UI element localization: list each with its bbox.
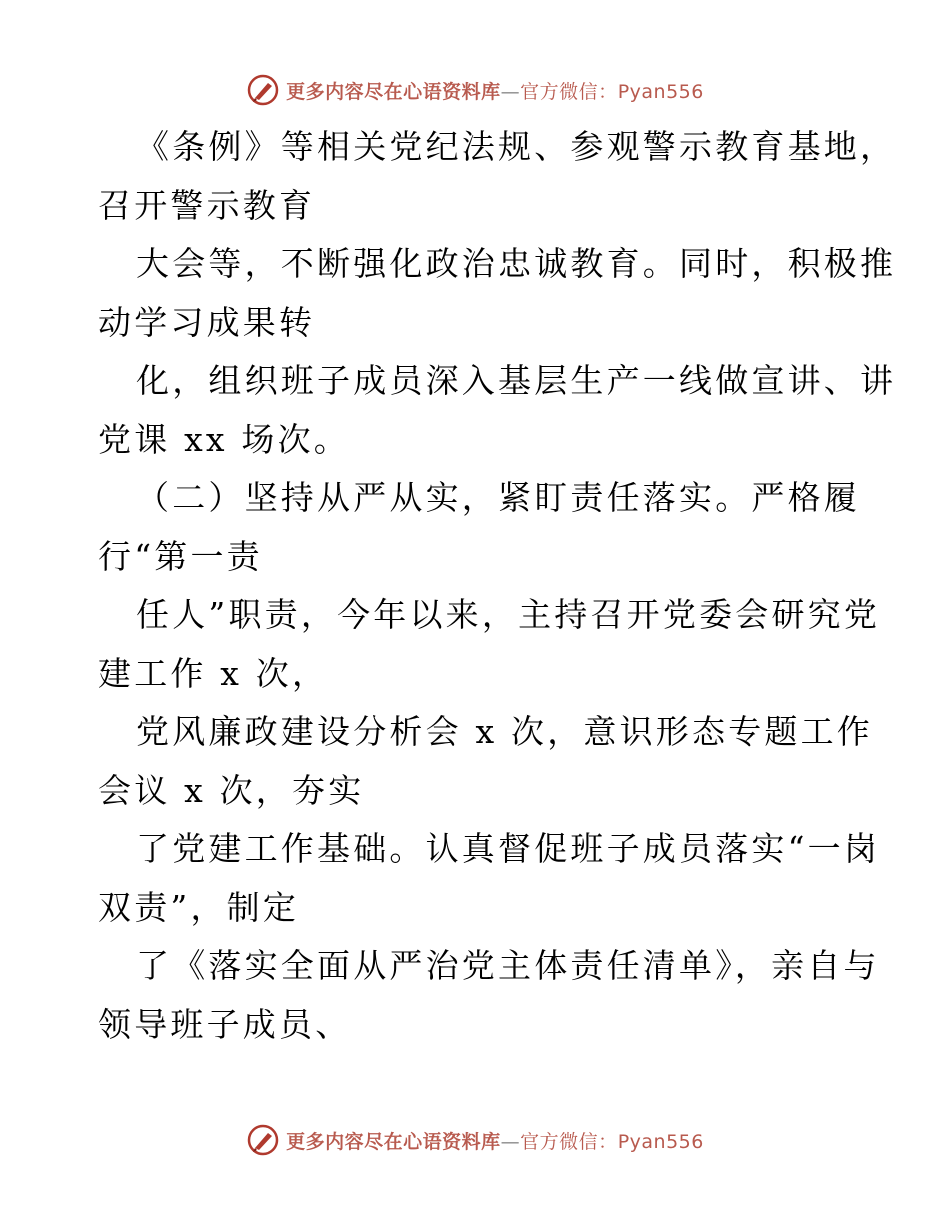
- watermark-banner-bottom: [0, 1120, 950, 1160]
- text-line: 党风廉政建设分析会 x 次，意识形态专题工作: [136, 712, 873, 751]
- text-line: 大会等，不断强化政治忠诚教育。同时，积极推: [136, 244, 897, 283]
- text-line: 化，组织班子成员深入基层生产一线做宣讲、讲: [136, 361, 897, 400]
- text-line: 会议 x 次，夯实: [98, 770, 365, 810]
- watermark-text: 更多内容尽在心语资料库—官方微信：Pyan556: [286, 1130, 704, 1153]
- text-line: 动学习成果转: [98, 302, 316, 342]
- pen-logo-icon: [246, 73, 280, 107]
- document-body: [98, 118, 897, 1054]
- watermark-banner-top: [0, 70, 950, 110]
- text-line: （二）坚持从严从实，紧盯责任落实。严格履: [136, 478, 860, 517]
- text-line: 任人”职责，今年以来，主持召开党委会研究党: [136, 595, 881, 634]
- text-line: 了《落实全面从严治党主体责任清单》，亲自与: [136, 946, 880, 985]
- pen-logo-icon: [246, 1123, 280, 1157]
- text-line: 《条例》等相关党纪法规、参观警示教育基地，: [136, 127, 897, 166]
- watermark-text: 更多内容尽在心语资料库—官方微信：Pyan556: [286, 80, 704, 103]
- text-line: 召开警示教育: [98, 185, 316, 225]
- text-line: 行“第一责: [98, 536, 263, 576]
- text-line: 领导班子成员、: [98, 1004, 352, 1044]
- text-line: 建工作 x 次，: [98, 653, 329, 693]
- text-line: 了党建工作基础。认真督促班子成员落实“一岗: [136, 829, 881, 868]
- text-line: 双责”，制定: [98, 887, 300, 927]
- text-line: 党课 xx 场次。: [98, 419, 351, 459]
